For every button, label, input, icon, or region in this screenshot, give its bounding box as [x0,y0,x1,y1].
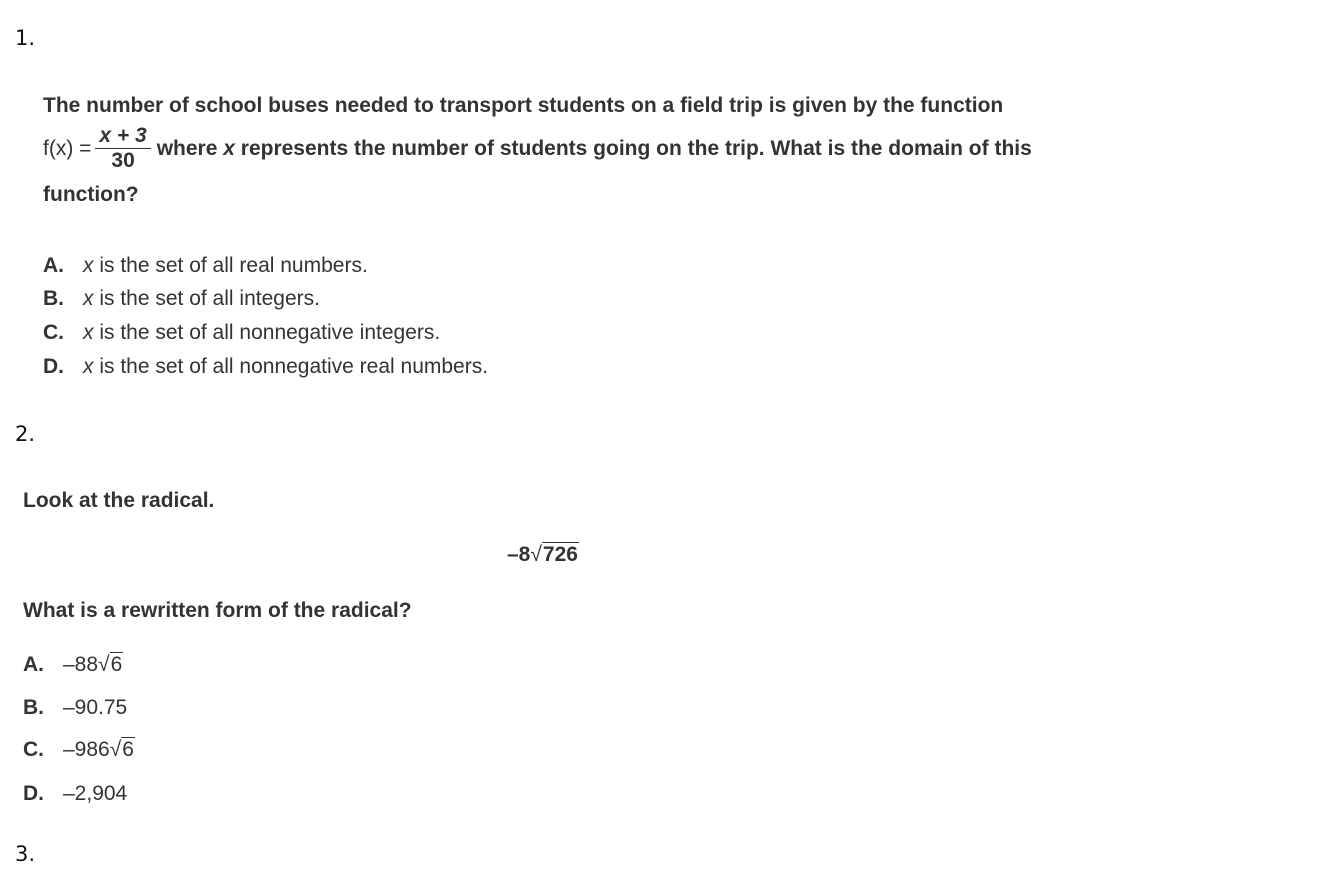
question-2-option-c[interactable] [23,738,135,762]
option-variable: x [83,355,94,378]
option-letter: D. [43,355,64,378]
question-1-option-c[interactable] [43,321,440,345]
option-text: is the set of all nonnegative real numbers. [93,355,489,378]
radicand: 726 [542,543,578,566]
option-letter: D. [23,782,44,805]
option-text: is the set of all nonnegative integers. [93,321,441,344]
question-1-option-a[interactable] [43,254,368,278]
option-letter: C. [23,738,44,761]
option-letter: B. [23,696,44,719]
option-coefficient: –88 [63,653,99,676]
question-2-intro: Look at the radical. [23,489,215,512]
question-1-stem-line3: function? [43,183,139,206]
option-text: is the set of all integers. [93,287,320,310]
option-value: –2,904 [63,782,128,805]
question-1-stem-line2 [43,124,1032,173]
question-number-3: 3. [15,842,36,866]
question-number-1: 1. [15,26,36,50]
radical-coefficient: –8 [507,543,531,566]
stem-variable: x [223,136,235,160]
option-letter: B. [43,287,64,310]
question-1-option-b[interactable] [43,287,320,311]
radicand: 6 [110,653,123,676]
question-2-option-b[interactable] [23,696,127,720]
radical-expression [507,543,579,567]
fraction-denominator: 30 [111,149,135,172]
fraction [95,124,150,173]
option-letter: A. [43,254,64,277]
radical-sign: √ [98,653,110,676]
option-coefficient: –986 [63,738,110,761]
radical-sign: √ [109,738,122,761]
option-variable: x [83,254,94,277]
option-text: is the set of all real numbers. [93,254,368,277]
question-1-stem-line1: The number of school buses needed to transport students on a field trip is given by the function [43,94,1004,117]
option-variable: x [83,321,94,344]
radicand: 6 [122,738,134,761]
question-2-option-a[interactable] [23,653,123,677]
stem-text-a: where [156,136,224,160]
option-letter: A. [23,653,44,676]
stem-text-b: represents the number of students going on the trip. What is the domain of this [234,136,1032,160]
question-number-2: 2. [15,422,36,446]
function-notation: f(x) = [43,136,92,160]
option-letter: C. [43,321,64,344]
question-1-option-d[interactable] [43,355,488,379]
question-2-prompt: What is a rewritten form of the radical? [23,599,412,622]
option-value: –90.75 [63,696,128,719]
question-2-option-d[interactable] [23,782,127,806]
fraction-numerator: x + 3 [95,124,150,149]
option-variable: x [83,287,94,310]
radical-sign: √ [530,543,542,566]
